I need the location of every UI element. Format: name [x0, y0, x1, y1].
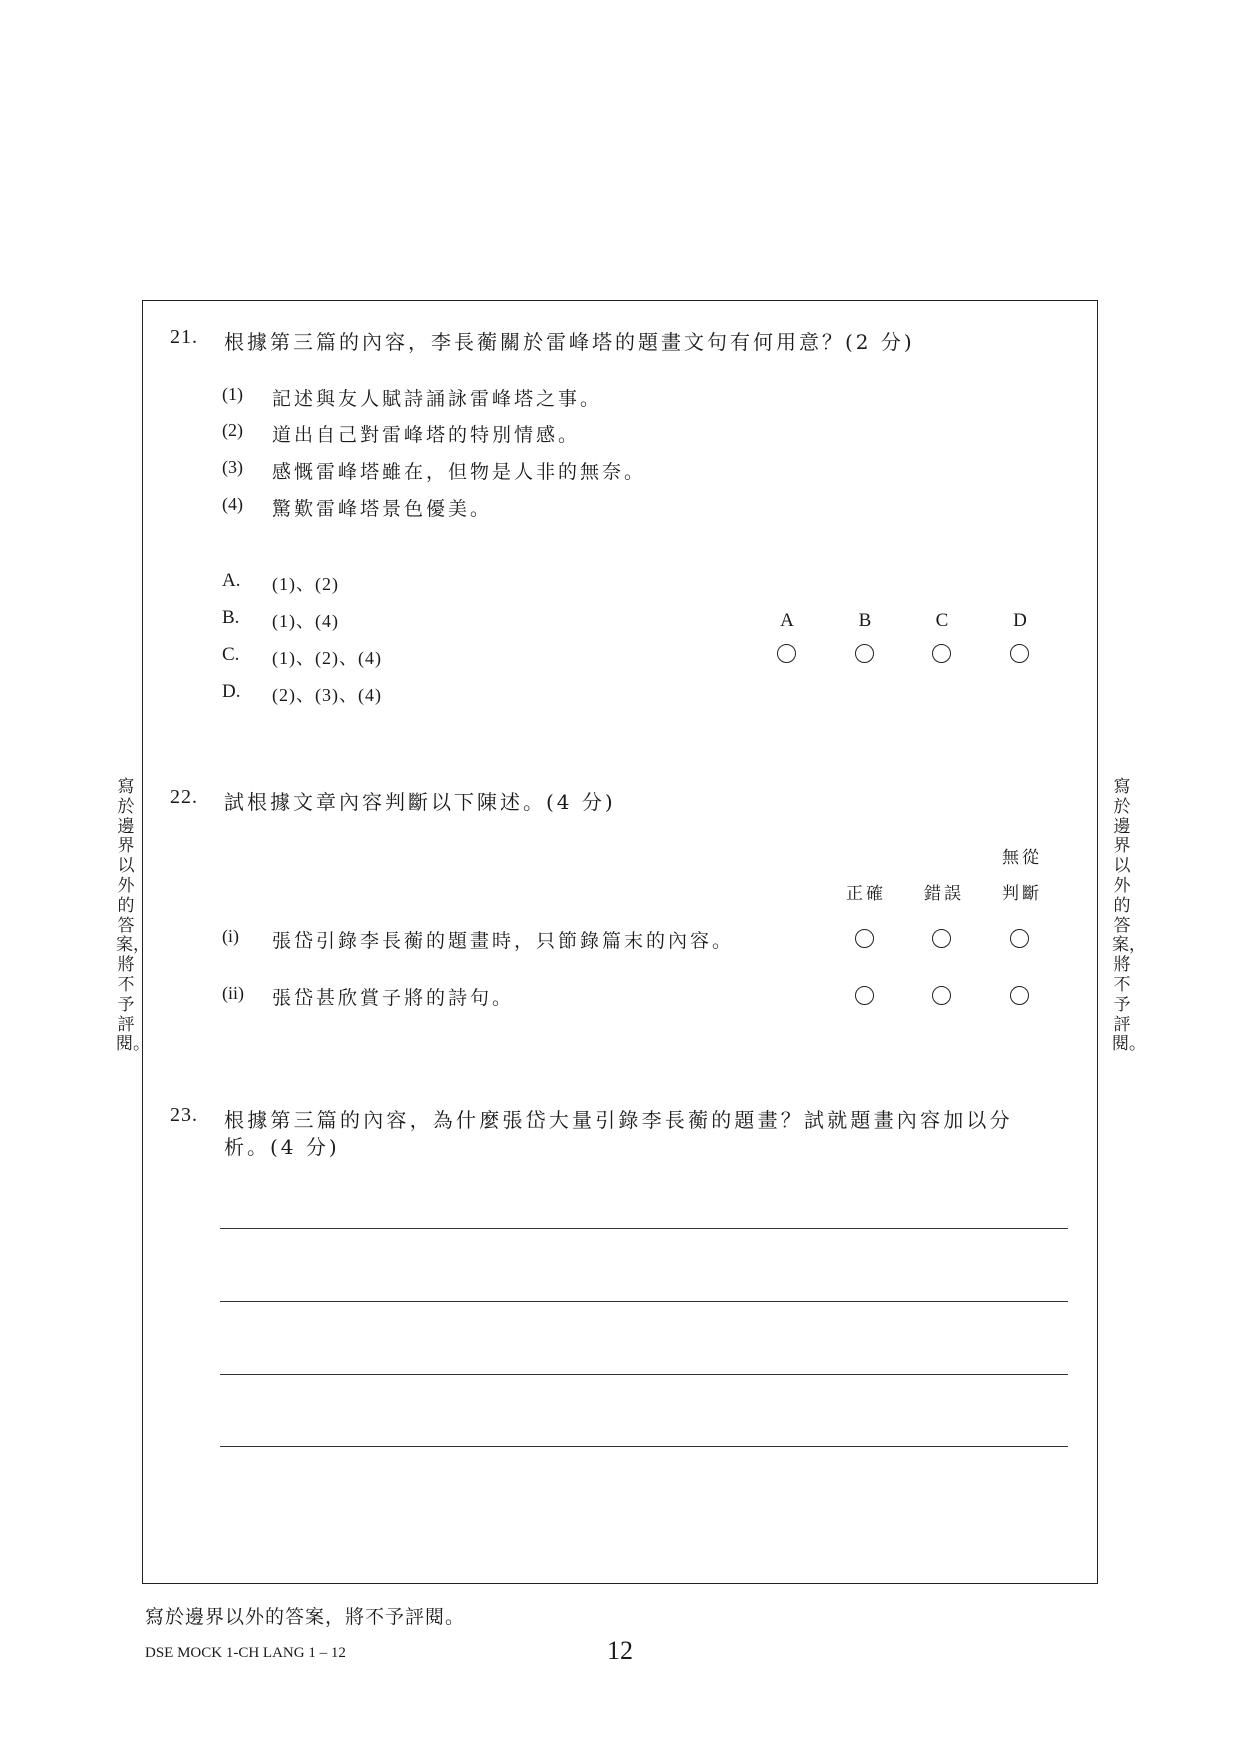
q22-text: 試根據文章內容判斷以下陳述。(4 分) — [224, 790, 616, 814]
q22-header-correct: 正確 — [846, 884, 886, 904]
q21-bubble-d[interactable] — [1010, 644, 1029, 663]
q21-statement-number: (2) — [222, 420, 243, 440]
q22-item-number: (ii) — [222, 983, 244, 1003]
footer-code: DSE MOCK 1-CH LANG 1 – 12 — [145, 1645, 346, 1661]
q21-statement-text: 道出自己對雷峰塔的特別情感。 — [272, 424, 581, 446]
q22-item-text: 張岱引錄李長蘅的題畫時，只節錄篇末的內容。 — [272, 930, 735, 952]
q23-text-line2: 析。(4 分) — [224, 1135, 340, 1159]
q22-header-unknown-line2: 判斷 — [1002, 884, 1042, 904]
choice-value: (1)、(2)、(4) — [272, 648, 382, 668]
q21-number: 21. — [170, 326, 198, 348]
q22-item-text: 張岱甚欣賞子將的詩句。 — [272, 987, 515, 1009]
q21-statement-number: (3) — [222, 457, 243, 477]
q21-bubble-label-c: C — [935, 610, 949, 631]
q21-statement-text: 記述與友人賦詩誦詠雷峰塔之事。 — [272, 388, 603, 410]
choice-letter: D. — [222, 681, 241, 702]
q21-text: 根據第三篇的內容，李長蘅關於雷峰塔的題畫文句有何用意？(2 分) — [224, 330, 915, 354]
q21-statement-text: 驚歎雷峰塔景色優美。 — [272, 498, 493, 520]
answer-line[interactable] — [220, 1374, 1068, 1375]
q21-bubble-label-d: D — [1013, 610, 1027, 631]
left-margin-note: 寫於邊界以外的答案，將不予評閱。 — [116, 777, 150, 1055]
q21-statement-number: (4) — [222, 494, 243, 514]
q23-text-line1: 根據第三篇的內容，為什麼張岱大量引錄李長蘅的題畫？試就題畫內容加以分 — [224, 1108, 1013, 1132]
q21-bubble-label-a: A — [780, 610, 794, 631]
footer-note: 寫於邊界以外的答案，將不予評閱。 — [145, 1606, 466, 1628]
q22-ii-correct-bubble[interactable] — [855, 986, 874, 1005]
q22-ii-wrong-bubble[interactable] — [932, 986, 951, 1005]
q22-ii-unknown-bubble[interactable] — [1010, 986, 1029, 1005]
q22-header-unknown-line1: 無從 — [1002, 848, 1042, 868]
answer-line[interactable] — [220, 1228, 1068, 1229]
q22-i-correct-bubble[interactable] — [855, 929, 874, 948]
q21-statement-number: (1) — [222, 384, 243, 404]
q22-i-wrong-bubble[interactable] — [932, 929, 951, 948]
choice-letter: A. — [222, 570, 241, 591]
q22-header-wrong: 錯誤 — [924, 884, 964, 904]
answer-line[interactable] — [220, 1301, 1068, 1302]
right-margin-note: 寫於邊界以外的答案，將不予評閱。 — [1112, 777, 1146, 1055]
choice-letter: C. — [222, 644, 240, 665]
q21-bubble-label-b: B — [858, 610, 872, 631]
q22-number: 22. — [170, 786, 198, 808]
choice-letter: B. — [222, 607, 240, 628]
choice-value: (2)、(3)、(4) — [272, 685, 382, 705]
q22-item-number: (i) — [222, 926, 239, 946]
page-number: 12 — [607, 1636, 633, 1665]
q21-bubble-b[interactable] — [855, 644, 874, 663]
q21-bubble-c[interactable] — [932, 644, 951, 663]
q21-statement-text: 感慨雷峰塔雖在，但物是人非的無奈。 — [272, 461, 647, 483]
answer-line[interactable] — [220, 1446, 1068, 1447]
choice-value: (1)、(4) — [272, 611, 339, 631]
q21-bubble-a[interactable] — [777, 644, 796, 663]
choice-value: (1)、(2) — [272, 574, 339, 594]
q22-i-unknown-bubble[interactable] — [1010, 929, 1029, 948]
q23-number: 23. — [170, 1104, 198, 1126]
